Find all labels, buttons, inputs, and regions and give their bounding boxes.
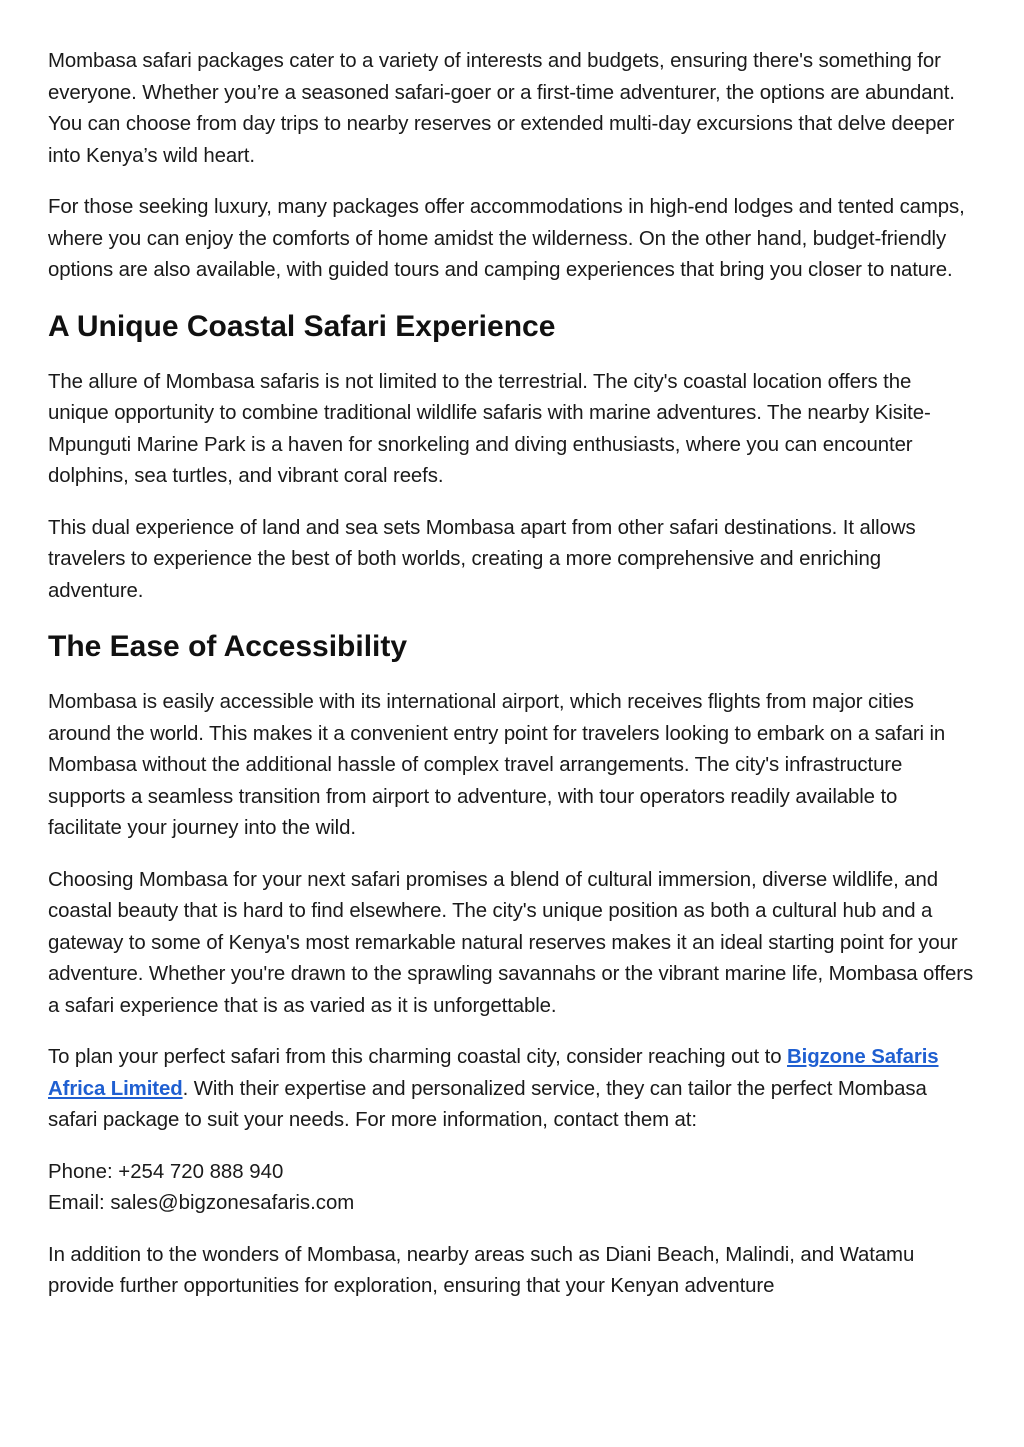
paragraph-dual-experience: This dual experience of land and sea sets Mombasa apart from other safari destinations. It allows travelers to experience the best of both worlds, creating a more comprehensive and enriching adventure.: [48, 516, 916, 602]
paragraph-plan-safari: [48, 1042, 976, 1137]
bigzone-safaris-link[interactable]: Bigzone Safaris Africa Limited: [48, 1046, 939, 1100]
paragraph-coastal-allure: The allure of Mombasa safaris is not limited to the terrestrial. The city's coastal location offers the unique opportunity to combine traditional wildlife safaris with marine adventures. The nearby Kisite-Mpunguti Marine Park is a haven for snorkeling and diving enthusiasts, where you can encounter dolphins, sea turtles, and vibrant coral reefs.: [48, 370, 931, 487]
plan-text-before: To plan your perfect safari from this charming coastal city, consider reaching out to: [48, 1046, 788, 1068]
contact-phone: Phone: +254 720 888 940: [48, 1160, 284, 1183]
paragraph-choosing-mombasa: Choosing Mombasa for your next safari promises a blend of cultural immersion, diverse wildlife, and coastal beauty that is hard to find elsewhere. The city's unique position as both a cultural hub and a gateway to some of Kenya's most remarkable natural reserves makes it an ideal starting point for your adventure. Whether you're drawn to the sprawling savannahs or the vibrant marine life, Mombasa offers a safari experience that is as varied as it is unforgettable.: [48, 868, 974, 1017]
heading-coastal-safari: A Unique Coastal Safari Experience: [48, 309, 556, 343]
plan-text-after: . With their expertise and personalized service, they can tailor the perfect Mombasa safari package to suit your needs. For more information, contact them at:: [48, 1077, 927, 1131]
contact-email: Email: sales@bigzonesafaris.com: [48, 1192, 355, 1214]
paragraph-luxury-budget: For those seeking luxury, many packages offer accommodations in high-end lodges and tented camps, where you can enjoy the comforts of home amidst the wilderness. On the other hand, budget-friendly options are also available, with guided tours and camping experiences that bring you closer to nature.: [48, 196, 965, 281]
contact-block: [48, 1157, 976, 1220]
paragraph-nearby-areas: In addition to the wonders of Mombasa, nearby areas such as Diani Beach, Malindi, and Watamu provide further opportunities for exploration, ensuring that your Kenyan adventure: [48, 1243, 915, 1297]
heading-accessibility: The Ease of Accessibility: [48, 630, 408, 663]
paragraph-packages: Mombasa safari packages cater to a variety of interests and budgets, ensuring there's something for everyone. Whether you’re a seasoned safari-goer or a first-time adventurer, the options are abundant. You can choose from day trips to nearby reserves or extended multi-day excursions that delve deeper into Kenya’s wild heart.: [48, 50, 955, 167]
paragraph-airport: Mombasa is easily accessible with its international airport, which receives flights from major cities around the world. This makes it a convenient entry point for travelers looking to embark on a safari in Mombasa without the additional hassle of complex travel arrangements. The city's infrastructure supports a seamless transition from airport to adventure, with tour operators readily available to facilitate your journey into the wild.: [48, 691, 946, 839]
